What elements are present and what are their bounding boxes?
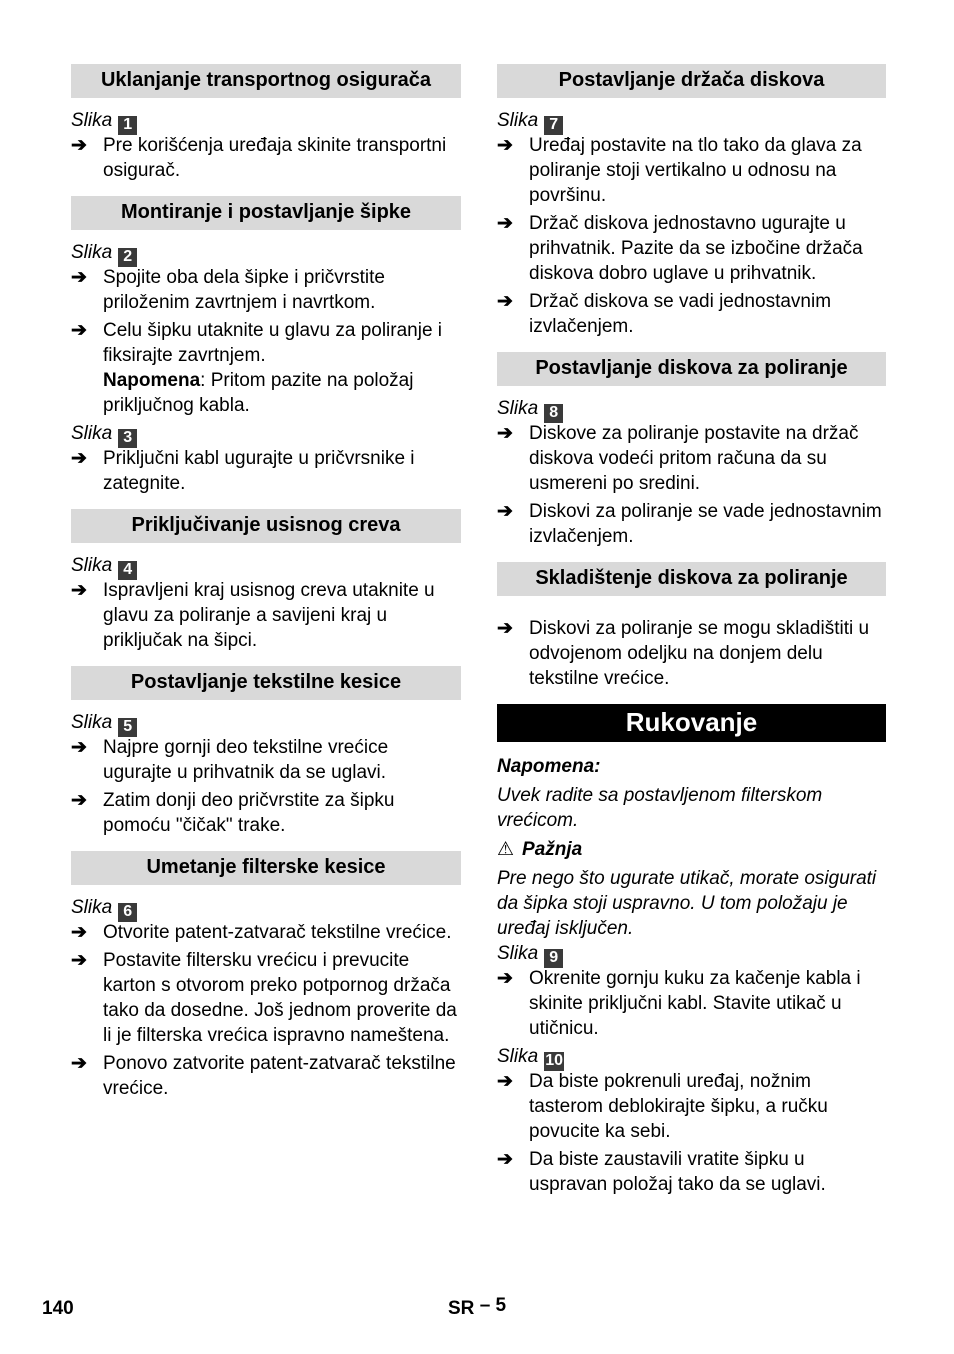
arrow-icon: ➔ xyxy=(497,501,513,522)
instruction-item: ➔ Diskovi za poliranje se vade jednostavnim izvlačenjem. xyxy=(497,501,882,547)
figure-ref: Slika 2 xyxy=(71,240,461,265)
figure-number: 8 xyxy=(544,404,563,423)
warning-label-row: ⚠ Pažnja xyxy=(497,839,583,860)
arrow-icon: ➔ xyxy=(71,135,87,156)
figure-number: 9 xyxy=(544,949,563,968)
arrow-icon: ➔ xyxy=(497,135,513,156)
arrow-icon: ➔ xyxy=(71,267,87,288)
arrow-icon: ➔ xyxy=(71,790,87,811)
section-heading: Postavljanje držača diskova xyxy=(497,64,886,98)
instruction-item: ➔ Ponovo zatvorite patent-zatvarač tekstilne vrećice. xyxy=(71,1053,456,1099)
figure-number: 5 xyxy=(118,718,137,737)
figure-number: 10 xyxy=(545,1052,563,1069)
section-heading: Montiranje i postavljanje šipke xyxy=(71,196,461,230)
arrow-icon: ➔ xyxy=(497,1149,513,1170)
instruction-item: ➔ Da biste zaustavili vratite šipku u uspravan položaj tako da se uglavi. xyxy=(497,1149,826,1195)
figure-ref: Slika 9 xyxy=(497,941,886,966)
arrow-icon: ➔ xyxy=(71,1053,87,1074)
figure-ref: Slika 7 xyxy=(497,108,886,133)
section-heading: Postavljanje diskova za poliranje xyxy=(497,352,886,386)
arrow-icon: ➔ xyxy=(497,618,513,639)
instruction-item: ➔ Držač diskova jednostavno ugurajte u prihvatnik. Pazite da se izbočine držača diskova dobro uglave u prihvatnik. xyxy=(497,213,863,284)
instruction-item: ➔ Da biste pokrenuli uređaj, nožnim tasterom deblokirajte šipku, a ručku povucite ka sebi. xyxy=(497,1071,828,1142)
figure-ref: Slika 6 xyxy=(71,895,461,920)
arrow-icon: ➔ xyxy=(497,1071,513,1092)
figure-ref: Slika 4 xyxy=(71,553,461,578)
figure-ref: Slika 1 xyxy=(71,108,461,133)
note-label: Napomena: xyxy=(497,756,601,777)
right-column xyxy=(497,64,886,1200)
arrow-icon: ➔ xyxy=(497,213,513,234)
page-locale-number: SR – 5 xyxy=(448,1295,507,1319)
left-column xyxy=(71,64,461,1104)
figure-number: 7 xyxy=(544,116,563,135)
arrow-icon: ➔ xyxy=(71,580,87,601)
instruction-item: ➔ Diskovi za poliranje se mogu skladištiti u odvojenom odeljku na donjem delu tekstilne vrećice. xyxy=(497,618,870,689)
instruction-item: ➔ Otvorite patent-zatvarač tekstilne vrećice. xyxy=(71,922,452,943)
warning-triangle-icon: ⚠ xyxy=(497,839,515,860)
instruction-item: ➔ Pre korišćenja uređaja skinite transportni osigurač. xyxy=(71,135,447,181)
section-heading: Umetanje filterske kesice xyxy=(71,851,461,885)
arrow-icon: ➔ xyxy=(497,423,513,444)
page-number: 140 xyxy=(42,1298,74,1319)
instruction-item: ➔ Diskove za poliranje postavite na držač diskova vodeći pritom računa da su usmereni po sredini. xyxy=(497,423,859,494)
instruction-item: ➔ Najpre gornji deo tekstilne vrećice ugurajte u prihvatnik da se uglavi. xyxy=(71,737,389,783)
instruction-item: ➔ Spojite oba dela šipke i pričvrstite priloženim zavrtnjem i navrtkom. xyxy=(71,267,385,313)
arrow-icon: ➔ xyxy=(71,448,87,469)
warning-text: Pre nego što ugurate utikač, morate osigurati da šipka stoji uspravno. U tom položaju je uređaj isključen. xyxy=(497,868,877,939)
figure-number: 6 xyxy=(118,903,137,922)
figure-ref: Slika 10 xyxy=(497,1046,563,1069)
instruction-item: ➔ Ispravljeni kraj usisnog creva utaknite u glavu za poliranje a savijeni kraj u priključak na šipci. xyxy=(71,580,435,651)
instruction-item: ➔ Zatim donji deo pričvrstite za šipku pomoću "čičak" trake. xyxy=(71,790,395,836)
section-heading: Postavljanje tekstilne kesice xyxy=(71,666,461,700)
arrow-icon: ➔ xyxy=(497,291,513,312)
instruction-item: ➔ Držač diskova se vadi jednostavnim izvlačenjem. xyxy=(497,291,832,337)
figure-number: 4 xyxy=(118,561,137,580)
figure-ref: Slika 8 xyxy=(497,396,886,421)
arrow-icon: ➔ xyxy=(71,950,87,971)
figure-ref: Slika 3 xyxy=(71,421,461,446)
arrow-icon: ➔ xyxy=(497,968,513,989)
section-heading: Uklanjanje transportnog osigurača xyxy=(71,64,461,98)
arrow-icon: ➔ xyxy=(71,737,87,758)
figure-ref: Slika 5 xyxy=(71,710,461,735)
section-heading: Priključivanje usisnog creva xyxy=(71,509,461,543)
instruction-item: ➔ Priključni kabl ugurajte u pričvrsnike i zategnite. xyxy=(71,448,415,494)
note-text: Uvek radite sa postavljenom filterskom vrećicom. xyxy=(497,785,823,831)
instruction-item: ➔ Okrenite gornju kuku za kačenje kabla i skinite priključni kabl. Stavite utikač u utičnicu. xyxy=(497,968,861,1039)
instruction-item: ➔ Celu šipku utaknite u glavu za poliranje i fiksirajte zavrtnjem. xyxy=(71,320,443,366)
arrow-icon: ➔ xyxy=(71,320,87,341)
figure-number: 3 xyxy=(118,429,137,448)
instruction-item: ➔ Postavite filtersku vrećicu i prevucite karton s otvorom preko potpornog držača tako da dosedne. Još jednom proverite da li je filterska vrećica ispravno nameštena. xyxy=(71,950,457,1046)
arrow-icon: ➔ xyxy=(71,922,87,943)
instruction-item: ➔ Uređaj postavite na tlo tako da glava za poliranje stoji vertikalno u odnosu na površinu. xyxy=(497,135,862,206)
figure-number: 2 xyxy=(118,248,137,267)
inline-note: Napomena: Pritom pazite na položaj priključnog kabla. xyxy=(103,370,414,416)
figure-number: 1 xyxy=(118,116,137,135)
section-heading: Skladištenje diskova za poliranje xyxy=(497,562,886,596)
chapter-heading: Rukovanje xyxy=(497,704,886,742)
